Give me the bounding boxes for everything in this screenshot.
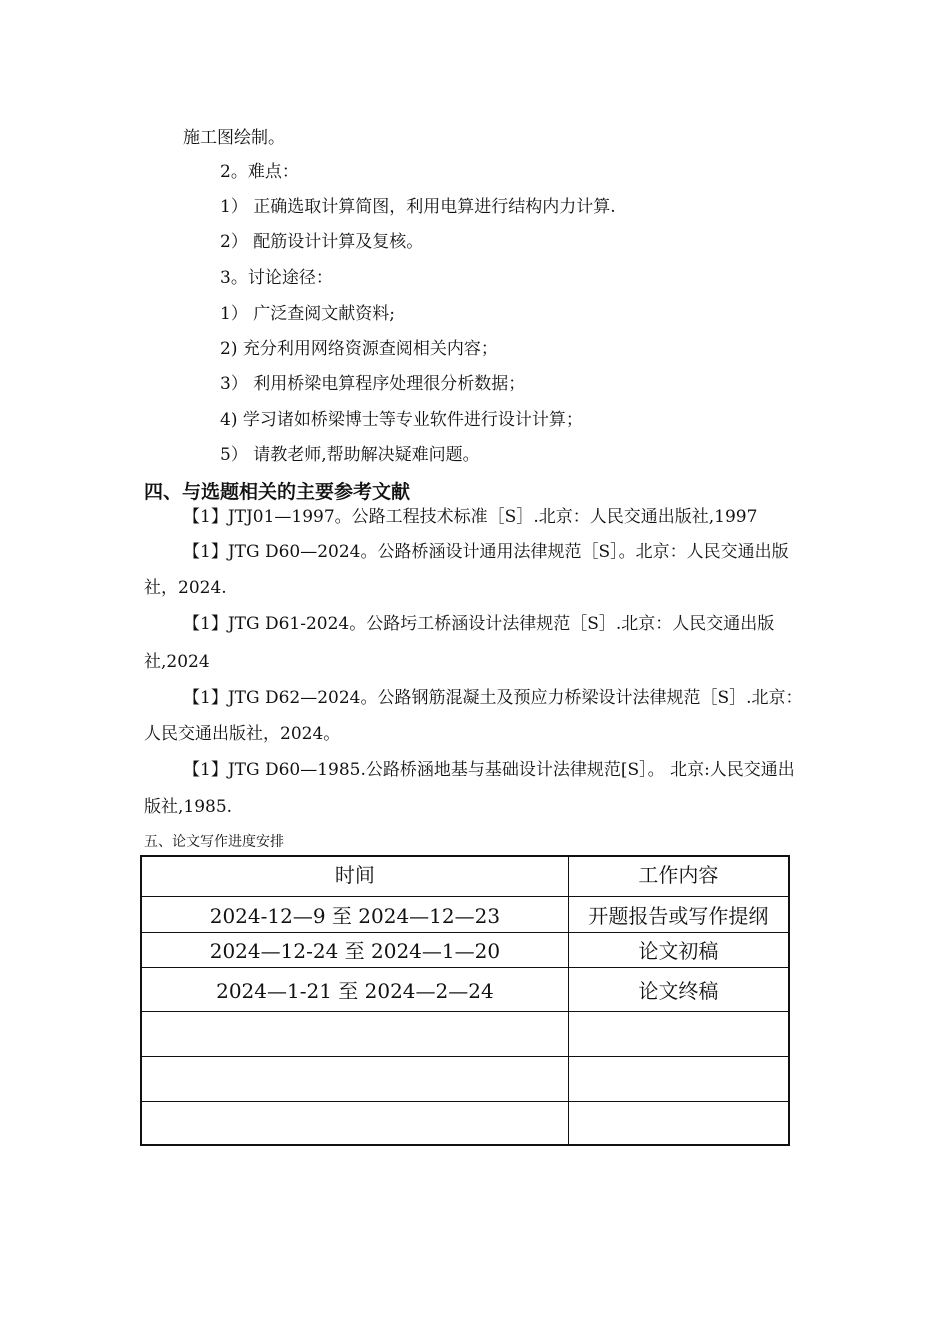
- table-cell: 论文初稿: [568, 932, 789, 967]
- table-cell: [568, 1056, 789, 1101]
- table-cell: 2024—12-24 至 2024—1—20: [141, 932, 568, 967]
- body-line: 1） 正确选取计算简图，利用电算进行结构内力计算.: [220, 197, 616, 217]
- body-line: 1） 广泛查阅文献资料;: [220, 304, 395, 324]
- body-line: 5） 请教老师,帮助解决疑难问题。: [220, 445, 480, 465]
- body-line: 3） 利用桥梁电算程序处理很分析数据；: [220, 374, 526, 394]
- reference-line: 【1】JTJ01—1997。公路工程技术标准［S］.北京：人民交通出版社,1997: [183, 507, 758, 527]
- reference-line: 版社,1985.: [144, 797, 233, 817]
- reference-line: 【1】JTG D60—1985.公路桥涵地基与基础设计法律规范[S］。 北京:人民交通出: [183, 760, 795, 780]
- table-cell: [568, 1011, 789, 1056]
- body-line: 2) 充分利用网络资源查阅相关内容；: [220, 339, 498, 359]
- table-row: [141, 1056, 789, 1101]
- reference-line: 【1】JTG D60—2024。公路桥涵设计通用法律规范［S］。北京：人民交通出版: [183, 542, 789, 562]
- table-header-row: [141, 856, 789, 896]
- reference-line: 社，2024.: [144, 578, 227, 598]
- body-line: 2） 配筋设计计算及复核。: [220, 232, 424, 252]
- table-cell: 论文终稿: [568, 967, 789, 1011]
- reference-line: 【1】JTG D61-2024。公路圬工桥涵设计法律规范［S］.北京：人民交通出版: [183, 614, 775, 634]
- table-row: [141, 967, 789, 1011]
- body-line: 3。讨论途径：: [220, 268, 333, 288]
- body-line: 4) 学习诸如桥梁博士等专业软件进行设计计算；: [220, 410, 583, 430]
- table-row: [141, 1101, 789, 1145]
- section-heading: 四、与选题相关的主要参考文献: [144, 481, 411, 503]
- table-cell: 2024—1-21 至 2024—2—24: [141, 967, 568, 1011]
- schedule-table: [140, 855, 790, 1146]
- table-cell: [141, 1101, 568, 1145]
- body-line: 2。难点：: [220, 162, 299, 182]
- header-cell: 工作内容: [568, 856, 789, 896]
- section-heading: 五、论文写作进度安排: [144, 834, 284, 850]
- reference-line: 人民交通出版社，2024。: [144, 724, 341, 744]
- table-cell: 开题报告或写作提纲: [568, 896, 789, 932]
- header-cell: 时间: [141, 856, 568, 896]
- table-cell: [141, 1011, 568, 1056]
- reference-line: 社,2024: [144, 652, 210, 672]
- reference-line: 【1】JTG D62—2024。公路钢筋混凝土及预应力桥梁设计法律规范［S］.北京：: [183, 688, 803, 708]
- body-line: 施工图绘制。: [183, 128, 285, 148]
- table-cell: 2024-12—9 至 2024—12—23: [141, 896, 568, 932]
- table-row: [141, 1011, 789, 1056]
- table-row: [141, 932, 789, 967]
- table-cell: [568, 1101, 789, 1145]
- table-cell: [141, 1056, 568, 1101]
- table-row: [141, 896, 789, 932]
